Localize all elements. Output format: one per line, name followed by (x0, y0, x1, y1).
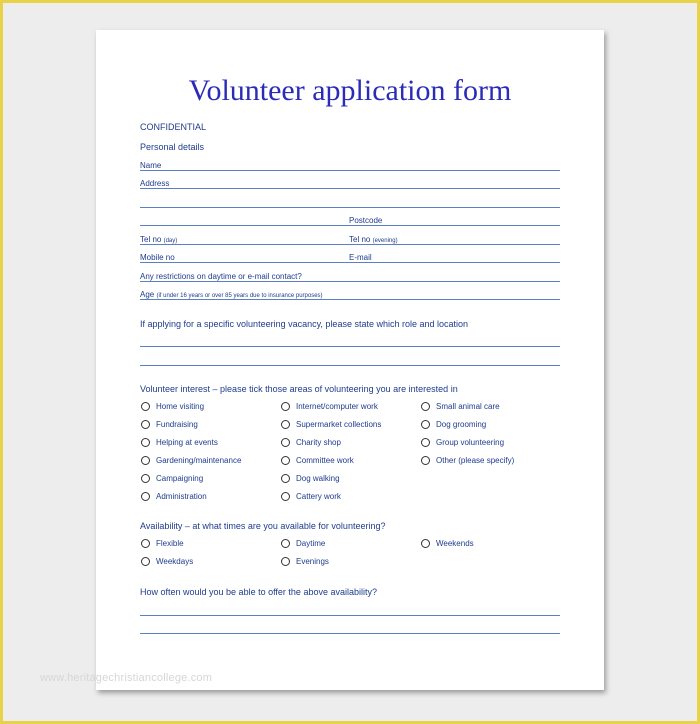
postcode-label: Postcode (349, 216, 383, 225)
checkbox-administration[interactable]: Administration (141, 489, 207, 503)
vacancy-field-2[interactable] (140, 365, 560, 366)
radio-circle-icon (281, 402, 290, 411)
radio-circle-icon (141, 456, 150, 465)
checkbox-campaigning[interactable]: Campaigning (141, 471, 203, 485)
name-field[interactable] (140, 170, 560, 171)
name-label: Name (140, 161, 162, 170)
radio-circle-icon (281, 438, 290, 447)
vacancy-question: If applying for a specific volunteering vacancy, please state which role and location (140, 319, 469, 329)
checkbox-supermarket-collections[interactable]: Supermarket collections (281, 417, 381, 431)
frequency-field-2[interactable] (140, 633, 560, 634)
restrictions-field[interactable] (140, 281, 560, 282)
checkbox-small-animal-care[interactable]: Small animal care (421, 399, 500, 413)
tel-field[interactable] (140, 244, 560, 245)
vacancy-field-1[interactable] (140, 346, 560, 347)
radio-circle-icon (421, 456, 430, 465)
checkbox-other[interactable]: Other (please specify) (421, 453, 514, 467)
mobile-email-field[interactable] (140, 262, 560, 263)
checkbox-flexible[interactable]: Flexible (141, 536, 184, 550)
frequency-question: How often would you be able to offer the above availability? (140, 587, 377, 597)
checkbox-evenings[interactable]: Evenings (281, 554, 329, 568)
radio-circle-icon (421, 402, 430, 411)
form-page (96, 30, 604, 690)
address-field-1[interactable] (140, 188, 560, 189)
radio-circle-icon (141, 539, 150, 548)
checkbox-daytime[interactable]: Daytime (281, 536, 325, 550)
radio-circle-icon (281, 456, 290, 465)
checkbox-dog-grooming[interactable]: Dog grooming (421, 417, 486, 431)
radio-circle-icon (421, 539, 430, 548)
frequency-field-1[interactable] (140, 615, 560, 616)
watermark-text: www.heritagechristiancollege.com (40, 672, 213, 684)
radio-circle-icon (281, 420, 290, 429)
radio-circle-icon (141, 420, 150, 429)
checkbox-committee-work[interactable]: Committee work (281, 453, 354, 467)
address-field-2[interactable] (140, 207, 560, 208)
radio-circle-icon (421, 420, 430, 429)
tel-day-label: Tel no (day) (140, 235, 178, 244)
radio-circle-icon (141, 438, 150, 447)
radio-circle-icon (281, 539, 290, 548)
tel-evening-label: Tel no (evening) (349, 235, 398, 244)
personal-details-heading: Personal details (140, 142, 205, 152)
radio-circle-icon (281, 492, 290, 501)
age-field[interactable] (140, 299, 560, 300)
address-label: Address (140, 179, 170, 188)
checkbox-cattery-work[interactable]: Cattery work (281, 489, 341, 503)
checkbox-gardening[interactable]: Gardening/maintenance (141, 453, 241, 467)
checkbox-fundraising[interactable]: Fundraising (141, 417, 198, 431)
checkbox-helping-at-events[interactable]: Helping at events (141, 435, 218, 449)
confidential-label: CONFIDENTIAL (140, 122, 207, 132)
age-label: Age (if under 16 years or over 85 years due to insurance purposes) (140, 290, 323, 299)
checkbox-weekdays[interactable]: Weekdays (141, 554, 193, 568)
checkbox-dog-walking[interactable]: Dog walking (281, 471, 340, 485)
postcode-field[interactable] (140, 225, 560, 226)
checkbox-group-volunteering[interactable]: Group volunteering (421, 435, 504, 449)
interest-heading: Volunteer interest – please tick those areas of volunteering you are interested in (140, 384, 458, 394)
checkbox-home-visiting[interactable]: Home visiting (141, 399, 204, 413)
email-label: E-mail (349, 253, 372, 262)
radio-circle-icon (141, 474, 150, 483)
radio-circle-icon (141, 492, 150, 501)
checkbox-weekends[interactable]: Weekends (421, 536, 474, 550)
radio-circle-icon (281, 474, 290, 483)
radio-circle-icon (421, 438, 430, 447)
mobile-label: Mobile no (140, 253, 175, 262)
form-title: Volunteer application form (188, 74, 512, 107)
checkbox-internet-work[interactable]: Internet/computer work (281, 399, 378, 413)
radio-circle-icon (281, 557, 290, 566)
checkbox-charity-shop[interactable]: Charity shop (281, 435, 341, 449)
radio-circle-icon (141, 557, 150, 566)
restrictions-label: Any restrictions on daytime or e-mail contact? (140, 272, 302, 281)
availability-heading: Availability – at what times are you available for volunteering? (140, 521, 386, 531)
radio-circle-icon (141, 402, 150, 411)
